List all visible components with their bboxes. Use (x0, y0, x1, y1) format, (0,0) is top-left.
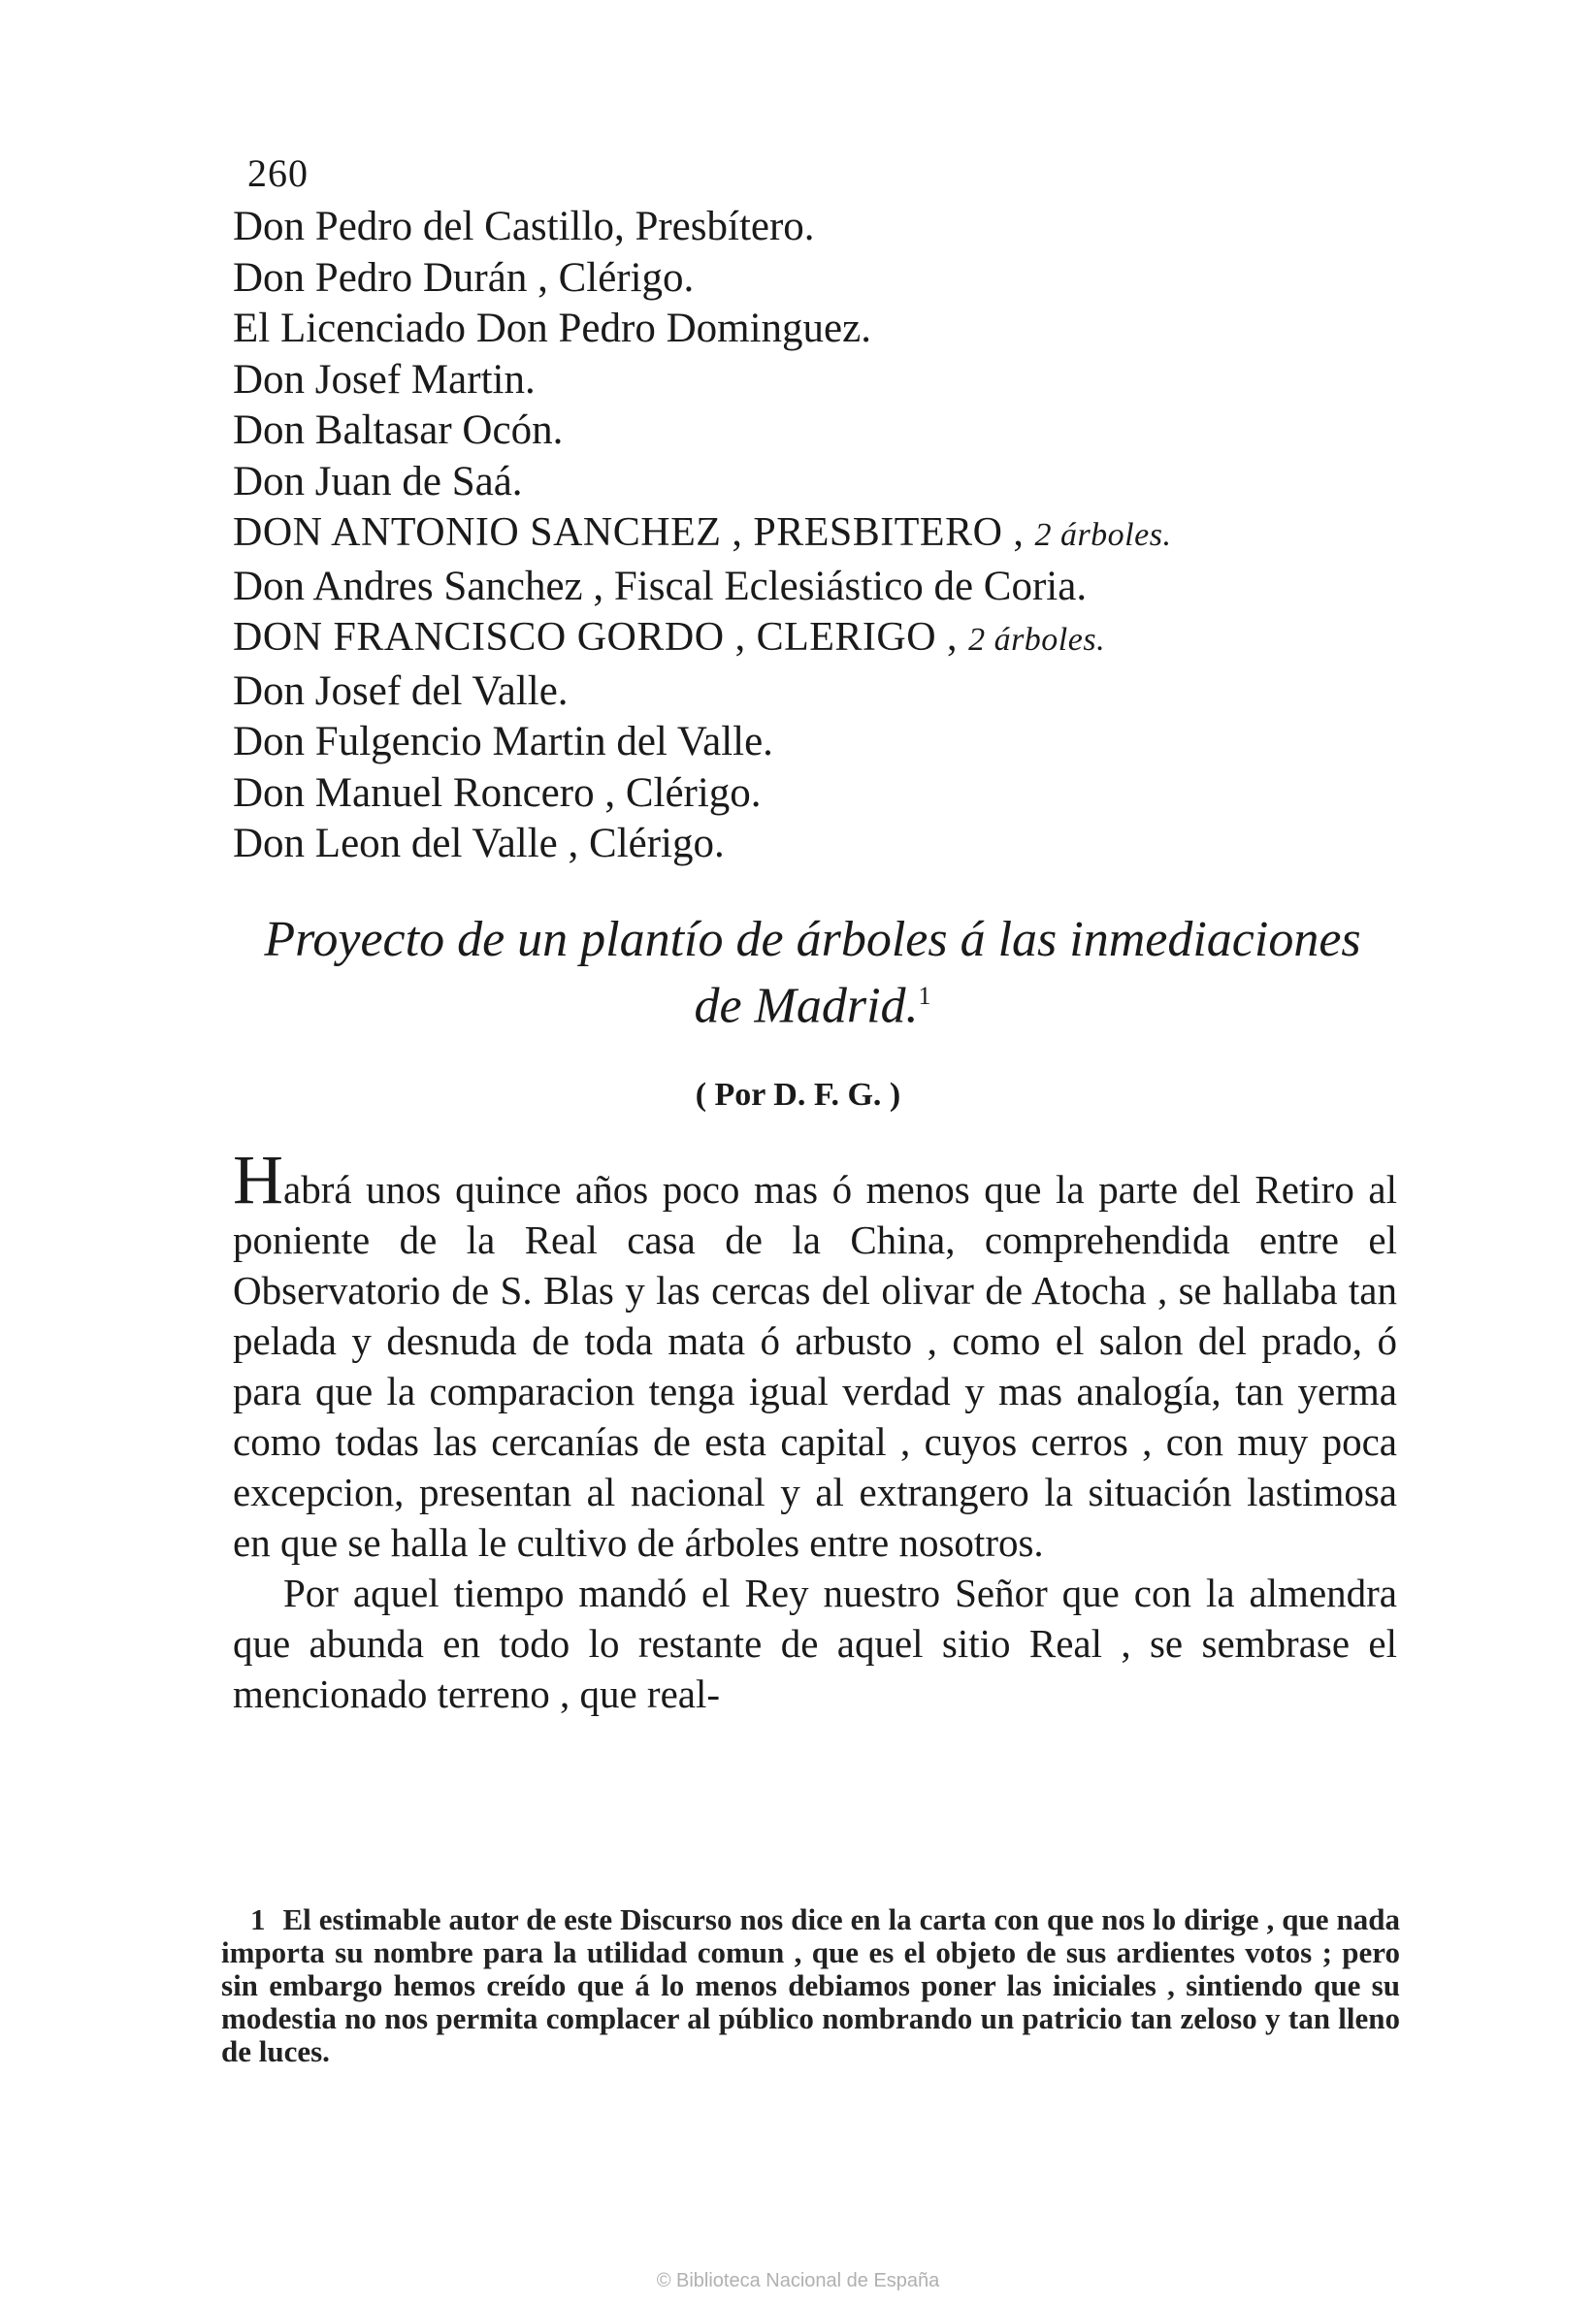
tree-count-note: 2 árboles. (1034, 517, 1172, 553)
author-line: ( Por D. F. G. ) (695, 1077, 901, 1113)
article-body (233, 1141, 1397, 1719)
article-title: Proyecto de un plantío de árboles á las inmediaciones de Madrid.$^1$ (264, 912, 1361, 1034)
subscriber-list (233, 202, 1417, 870)
list-item: Don Leon del Valle , Clérigo. (233, 821, 725, 866)
paragraph: Habrá unos quince años poco mas ó menos que la parte del Retiro al poniente de la Real casa de la China, comprehendida entre el Observatorio de S. Blas y las cercas del olivar de Atocha , se hallaba tan pelada y desnuda de toda mata ó arbusto , como el salon del prado, ó para que la comparacion tenga igual verdad y mas analogía, tan yerma como todas las cercanías de esta capital , cuyos cerros , con muy poca excepcion, presentan al nacional y al extrangero la situación lastimosa en que se halla le cultivo de árboles entre nosotros. (233, 1141, 1397, 1565)
drop-cap: H (233, 1141, 283, 1218)
list-item: Don Fulgencio Martin del Valle. (233, 719, 773, 764)
footnote: 1 El estimable autor de este Discurso nos dice en la carta con que nos lo dirige , que nada importa su nombre para la utilidad comun , que es el objeto de sus ardientes votos ; pero sin embargo hemos creído que á lo menos debiamos poner las iniciales , sintiendo que su modestia no nos permita complacer al público nombrando un patricio tan zeloso y tan lleno de luces. (221, 1902, 1400, 2068)
list-item: Don Manuel Roncero , Clérigo. (233, 769, 762, 816)
paragraph: Por aquel tiempo mandó el Rey nuestro Señor que con la almendra que abunda en todo lo restante de aquel sitio Real , se sembrase el mencionado terreno , que real- (233, 1571, 1397, 1716)
list-item: Don Andres Sanchez , Fiscal Eclesiástico de Coria. (233, 563, 1088, 609)
list-item: El Licenciado Don Pedro Dominguez. (233, 306, 871, 351)
list-item: Don Josef del Valle. (233, 667, 569, 714)
list-item: Don Josef Martin. (233, 356, 536, 403)
tree-count-note: 2 árboles. (968, 622, 1106, 658)
list-item: Don Juan de Saá. (233, 458, 523, 504)
footnote-marker: 1 (250, 1902, 266, 1936)
page-number: 260 (247, 151, 309, 195)
list-item: Don Pedro Durán , Clérigo. (233, 254, 695, 301)
list-item: Don Pedro del Castillo, Presbítero. (233, 204, 815, 249)
list-item: DON ANTONIO SANCHEZ , PRESBITERO , 2 árboles. (233, 510, 1172, 555)
list-item: DON FRANCISCO GORDO , CLERIGO , 2 árboles. (233, 615, 1106, 660)
footnote-reference: 1 (918, 982, 931, 1010)
list-item: Don Baltasar Ocón. (233, 407, 564, 453)
library-watermark: © Biblioteca Nacional de España (656, 2270, 940, 2291)
